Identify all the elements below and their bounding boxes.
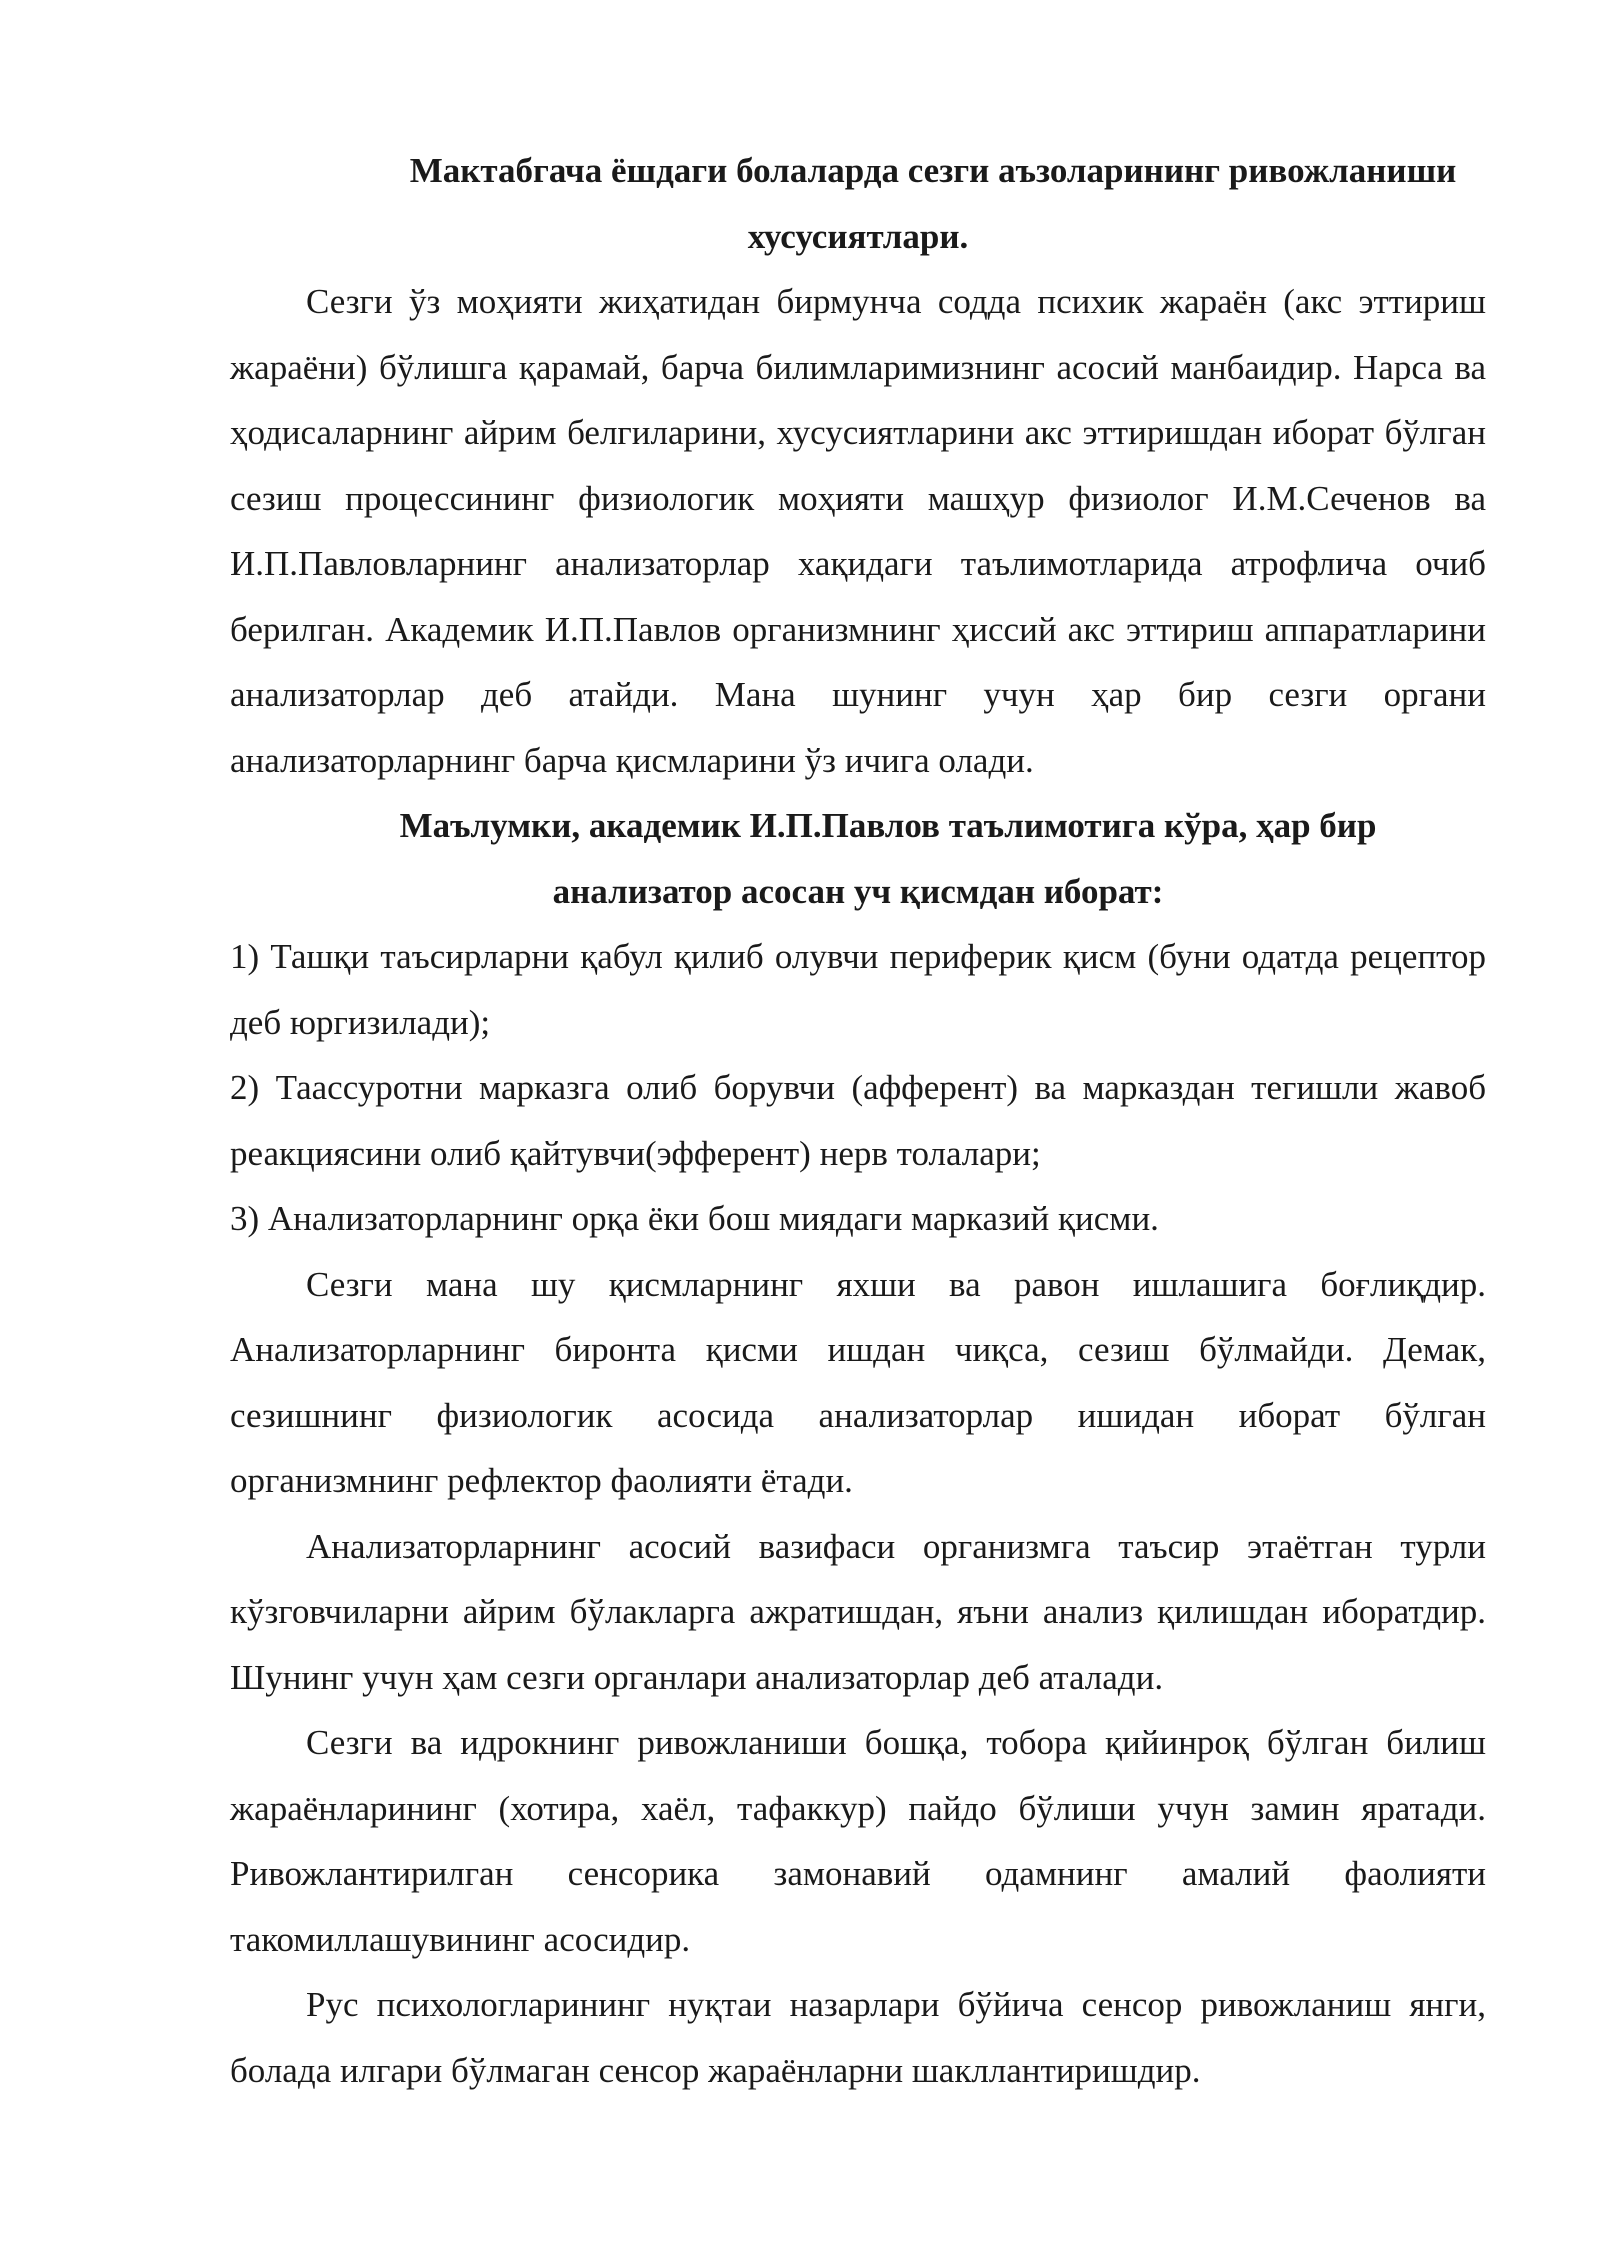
- section-heading-line2: анализатор асосан уч қисмдан иборат:: [552, 871, 1164, 911]
- document-title-line2: хусусиятлари.: [747, 216, 969, 256]
- list-item-number: 2): [230, 1068, 260, 1107]
- list-item-number: 1): [230, 937, 260, 976]
- list-item-text: Ташқи таъсирларни қабул қилиб олувчи периферик қисм (буни одатда рецептор деб юргизилади);: [230, 937, 1487, 1042]
- paragraph-analyzers-function: Сезги мана шу қисмларнинг яхши ва равон ишлашига боғлиқдир. Анализаторларнинг биронта қисми ишдан чиқса, сезиш бўлмайди. Демак, сезишнинг физиологик асосида анализаторлар ишидан иборат бўлган организмнинг рефлектор фаолияти ётади.: [230, 1264, 1486, 1500]
- paragraph-perception-development: Сезги ва идрокнинг ривожланиши бошқа, тобора қийинроқ бўлган билиш жараёнларининг (хотира, хаёл, тафаккур) пайдо бўлиши учун замин яратади. Ривожлантирилган сенсорика замонавий одамнинг амалий фаолияти такомиллашувининг асосидир.: [230, 1723, 1486, 1959]
- section-heading-line1: Маълумки, академик И.П.Павлов таълимотига кўра, ҳар бир: [399, 806, 1377, 845]
- list-item-number: 3): [230, 1199, 260, 1238]
- list-item-text: Анализаторларнинг орқа ёки бош миядаги марказий қисми.: [267, 1199, 1159, 1238]
- document-body: [230, 138, 1486, 2103]
- paragraph-sensory-development: Рус психологларининг нуқтаи назарлари бўйича сенсор ривожланиш янги, болада илгари бўлмаган сенсор жараёнларни шакллантиришдир.: [230, 1985, 1486, 2090]
- paragraph-analyzers-task: Анализаторларнинг асосий вазифаси организмга таъсир этаётган турли кўзговчиларни айрим бўлакларга ажратишдан, яъни анализ қилишдан иборатдир. Шунинг учун ҳам сезги органлари анализаторлар деб аталади.: [230, 1526, 1486, 1697]
- list-item-text: Таассуротни марказга олиб борувчи (афферент) ва марказдан тегишли жавоб реакциясини олиб қайтувчи(эфферент) нерв толалари;: [230, 1068, 1486, 1173]
- paragraph-intro: Сезги ўз моҳияти жиҳатидан бирмунча содда психик жараён (акс эттириш жараёни) бўлишга қарамай, барча билимларимизнинг асосий манбаидир. Нарса ва ҳодисаларнинг айрим белгиларини, хусусиятларини акс эттиришдан иборат бўлган сезиш процессининг физиологик моҳияти машҳур физиолог И.М.Сеченов ва И.П.Павловларнинг анализаторлар хақидаги таълимотларида атрофлича очиб берилган. Академик И.П.Павлов организмнинг ҳиссий акс эттириш аппаратларини анализаторлар деб атайди. Мана шунинг учун ҳар бир сезги органи анализаторларнинг барча қисмларини ўз ичига олади.: [230, 282, 1486, 780]
- document-title-line1: Мактабгача ёшдаги болаларда сезги аъзоларининг ривожланиши: [409, 151, 1457, 190]
- list-item: [230, 1186, 1486, 1252]
- list-item: [230, 924, 1486, 1055]
- list-item: [230, 1055, 1486, 1186]
